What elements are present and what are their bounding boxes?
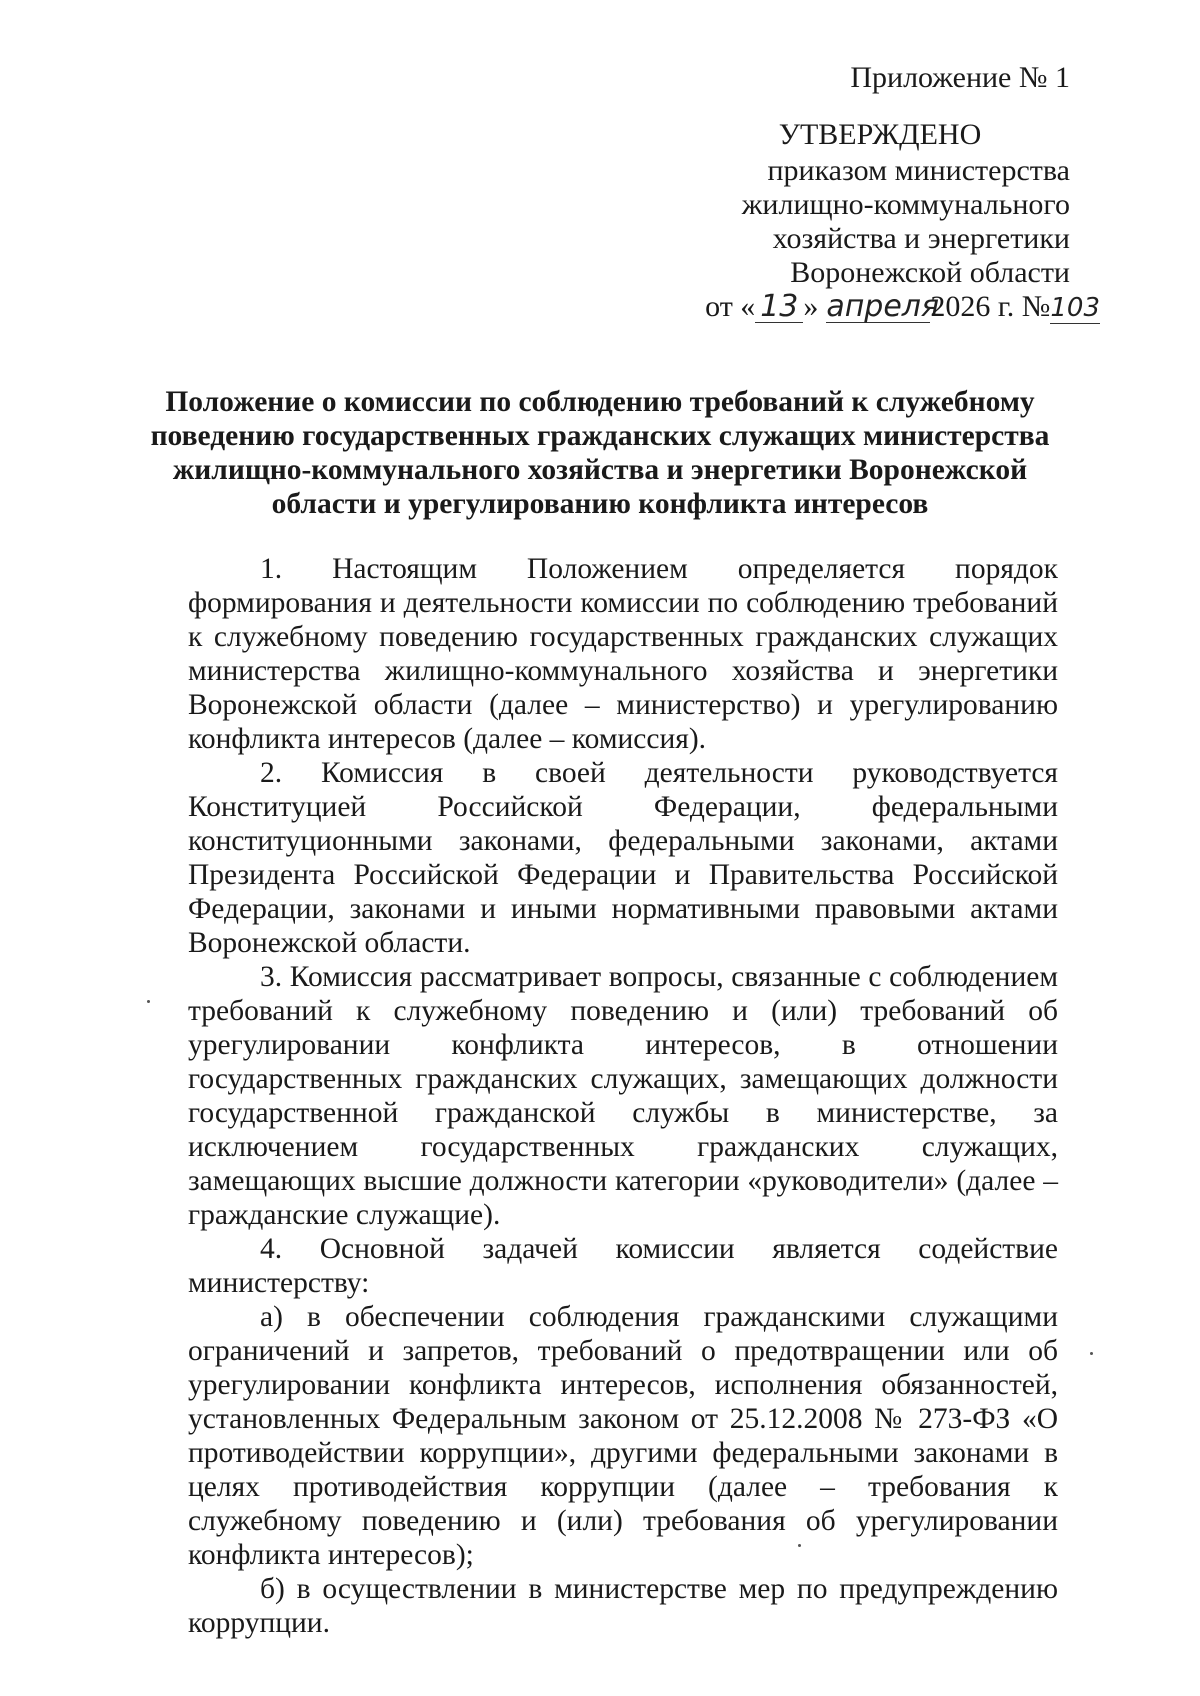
approval-line: Воронежской области bbox=[790, 256, 1070, 289]
approval-line: жилищно-коммунального bbox=[741, 188, 1070, 221]
paragraph: 4. Основной задачей комиссии является содействие министерству: bbox=[188, 1233, 1058, 1299]
appendix-label: Приложение № 1 bbox=[850, 61, 1070, 94]
document-title: Положение о комиссии по соблюдению требований к служебному поведению государственных гражданских служащих министерства жилищно-коммунального хозяйства и энергетики Воронежской области и урегулированию конфликта интересов bbox=[150, 386, 1050, 520]
handwritten-month: апреля bbox=[826, 289, 940, 324]
paragraph: 2. Комиссия в своей деятельности руководствуется Конституцией Российской Федерации, федеральными конституционными законами, федеральными законами, актами Президента Российской Федерации и Правительства Российской Федерации, законами и иными нормативными правовыми актами Воронежской области. bbox=[188, 757, 1058, 959]
scan-speck bbox=[147, 1000, 150, 1003]
order-year: 2026 г. № bbox=[930, 290, 1051, 323]
order-date-number bbox=[650, 290, 1100, 324]
paragraph: 3. Комиссия рассматривает вопросы, связанные с соблюдением требований к служебному поведению и (или) требований об урегулировании конфликта интересов, в отношении государственных гражданских служащих, замещающих должности государственной гражданской службы в министерстве, за исключением государственных гражданских служащих, замещающих высшие должности категории «руководители» (далее – гражданские служащие). bbox=[188, 961, 1058, 1231]
paragraph: а) в обеспечении соблюдения гражданскими служащими ограничений и запретов, требований о предотвращении или об урегулировании конфликта интересов, исполнения обязанностей, установленных Федеральным законом от 25.12.2008 № 273-ФЗ «О противодействии коррупции», другими федеральными законами в целях противодействия коррупции (далее – требования к служебному поведению и (или) требования об урегулировании конфликта интересов); bbox=[188, 1301, 1058, 1571]
order-day-close: » bbox=[803, 290, 819, 323]
scan-speck bbox=[1090, 1352, 1093, 1355]
paragraph: 1. Настоящим Положением определяется порядок формирования и деятельности комиссии по соблюдению требований к служебному поведению государственных гражданских служащих министерства жилищно-коммунального хозяйства и энергетики Воронежской области (далее – министерство) и урегулированию конфликта интересов (далее – комиссия). bbox=[188, 553, 1058, 755]
handwritten-order-number: 103 bbox=[1050, 293, 1100, 323]
approved-stamp-text: УТВЕРЖДЕНО bbox=[778, 118, 982, 151]
handwritten-day: 13 bbox=[755, 292, 803, 323]
approval-line: хозяйства и энергетики bbox=[772, 222, 1070, 255]
approval-block bbox=[650, 118, 1100, 324]
approval-line: приказом министерства bbox=[767, 154, 1070, 187]
paragraph: б) в осуществлении в министерстве мер по предупреждению коррупции. bbox=[188, 1573, 1058, 1639]
scan-speck bbox=[798, 1544, 801, 1547]
document-body bbox=[188, 552, 1058, 1640]
order-prefix: от « bbox=[705, 290, 756, 323]
